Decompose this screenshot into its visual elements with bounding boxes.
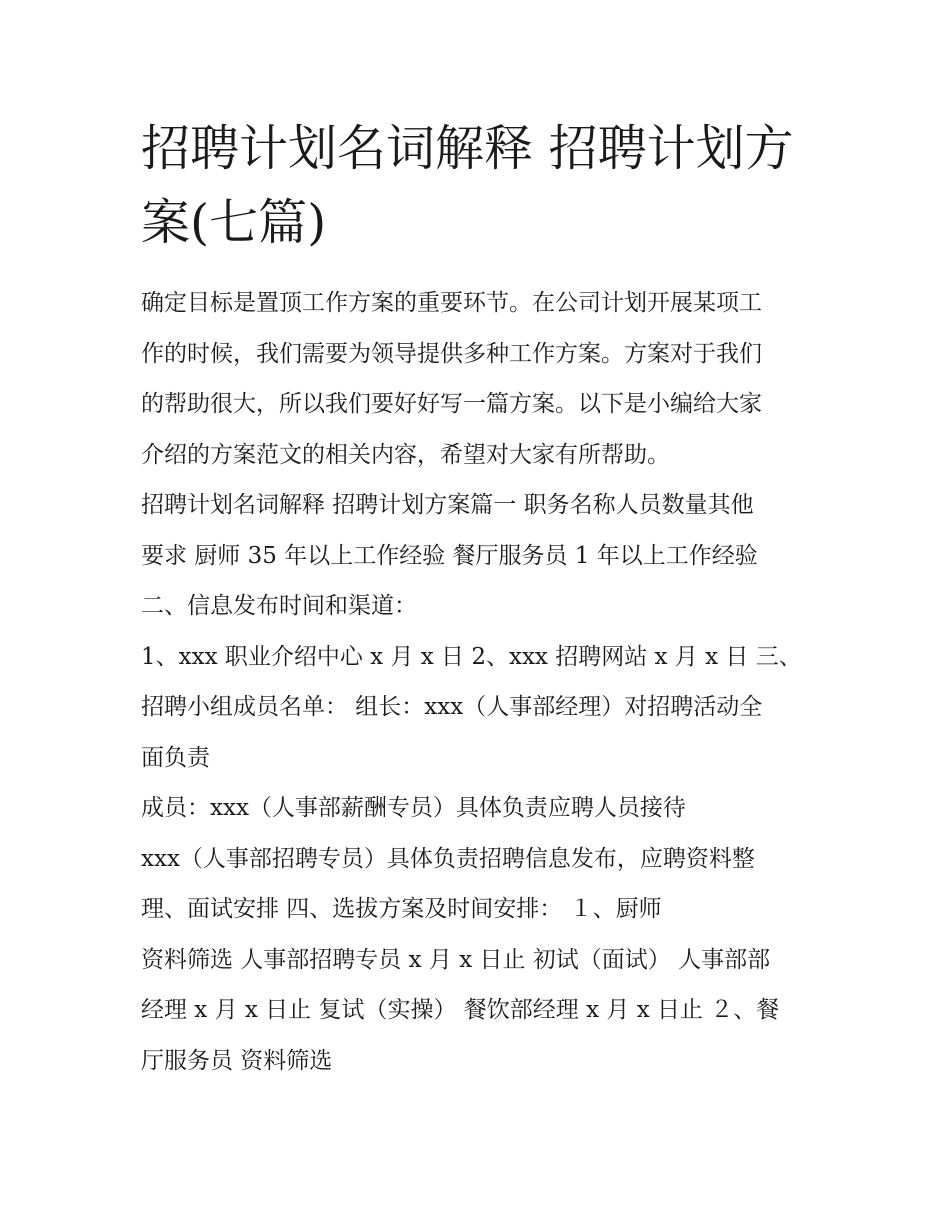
- body-line: 作的时候，我们需要为领导提供多种工作方案。方案对于我们: [141, 340, 762, 367]
- document-page: [141, 112, 813, 1086]
- body-line: 介绍的方案范文的相关内容，希望对大家有所帮助。: [141, 441, 670, 468]
- title-line: 招聘计划名词解释 招聘计划方: [141, 120, 794, 177]
- body-line: xxx（人事部招聘专员）具体负责招聘信息发布，应聘资料整: [141, 845, 755, 872]
- body-line: 理、面试安排 四、选拔方案及时间安排： １、厨师: [141, 896, 662, 922]
- body-line: 1、xxx 职业介绍中心 x 月 x 日 2、xxx 招聘网站 x 月 x 日 三、: [141, 643, 802, 670]
- body-line: 经理 x 月 x 日止 复试（实操） 餐饮部经理 x 月 x 日止 ２、餐: [141, 997, 780, 1023]
- body-line: 招聘计划名词解释 招聘计划方案篇一 职务名称人员数量其他: [141, 492, 754, 518]
- title-line: 案(七篇): [141, 194, 327, 251]
- body-line: 确定目标是置顶工作方案的重要环节。在公司计划开展某项工: [141, 290, 762, 316]
- body-line: 二、信息发布时间和渠道：: [141, 593, 417, 619]
- body-line: 要求 厨师 35 年以上工作经验 餐厅服务员 1 年以上工作经验: [141, 542, 758, 569]
- document-body: [141, 278, 813, 1086]
- body-line: 厅服务员 资料筛选: [141, 1047, 333, 1074]
- document-title: [141, 112, 813, 260]
- body-line: 面负责: [141, 744, 210, 771]
- body-line: 资料筛选 人事部招聘专员 x 月 x 日止 初试（面试） 人事部部: [141, 946, 771, 973]
- body-line: 招聘小组成员名单： 组长：xxx（人事部经理）对招聘活动全: [141, 694, 763, 720]
- body-line: 的帮助很大，所以我们要好好写一篇方案。以下是小编给大家: [141, 391, 762, 417]
- body-line: 成员：xxx（人事部薪酬专员）具体负责应聘人员接待: [141, 795, 686, 821]
